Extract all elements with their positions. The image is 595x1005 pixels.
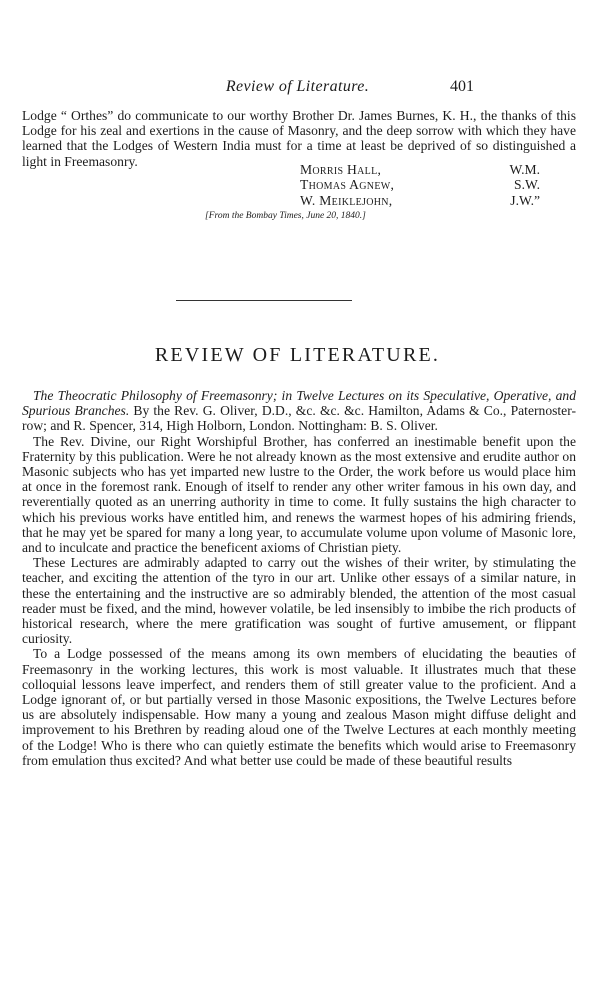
review-paragraph: These Lectures are admirably adapted to carry out the wishes of their writer, by stimulating the teacher, and exciting the attention of the tyro in our art. Unlike other essays of a similar nature, in these the entertaining and the instructive are so admirably blended, the attention of the most casual reader must be fixed, and the mind, however volatile, be led insensibly to imbibe the rich products of historical research, where the mere gratification was sought of furtive amusement, or flippant curiosity. xyxy=(22,555,576,647)
signatory-row xyxy=(300,193,540,208)
section-divider xyxy=(176,300,352,301)
signatory-office: W.M. xyxy=(509,162,540,177)
source-citation: [From the Bombay Times, June 20, 1840.] xyxy=(205,211,366,221)
book-citation xyxy=(22,388,576,434)
section-heading: REVIEW OF LITERATURE. xyxy=(154,344,441,366)
book-title: The Theocratic Philosophy of Freemasonry; in Twelve Lectures on its Speculative, Operative, and Spurious Branches. xyxy=(22,388,576,419)
signatory-row xyxy=(300,162,540,177)
page-number: 401 xyxy=(450,78,474,95)
running-header xyxy=(0,78,595,98)
book-imprint: By the Rev. G. Oliver, D.D., &c. &c. &c. Hamilton, Adams & Co., Paternoster-row; and R. Spencer, 314, High Holborn, London. Nottingham: B. S. Oliver. xyxy=(22,403,576,434)
signatory-name: W. Meiklejohn, xyxy=(300,192,393,208)
letter-closing xyxy=(22,108,576,169)
signatory-office: S.W. xyxy=(514,177,540,193)
signatory-name: Thomas Agnew, xyxy=(300,177,395,193)
review-body xyxy=(22,388,576,768)
signature-block xyxy=(300,162,540,208)
running-title: Review of Literature. xyxy=(225,78,370,95)
letter-closing-paragraph: Lodge “ Orthes” do communicate to our worthy Brother Dr. James Burnes, K. H., the thanks of this Lodge for his zeal and exertions in the cause of Masonry, and the deep sorrow with which they have learned that the Lodges of Western India must for a time at least be deprived of so distinguished a light in Freemasonry. xyxy=(22,108,576,169)
signatory-office: J.W.” xyxy=(510,192,540,208)
signatory-name: Morris Hall, xyxy=(300,162,382,177)
review-paragraph: To a Lodge possessed of the means among its own members of elucidating the beauties of Freemasonry in the working lectures, this work is most valuable. It illustrates much that these colloquial lessons leave imperfect, and renders them of still greater value to the proficient. And a Lodge ignorant of, or but partially versed in those Masonic expositions, the Twelve Lectures before us are absolutely indispensable. How many a young and zealous Mason might diffuse delight and improvement to his Brethren by reading aloud one of the Twelve Lectures at each monthly meeting of the Lodge! Who is there who can quietly estimate the benefits which would arise to Freemasonry from emulation thus excited? And what better use could be made of these beautiful results xyxy=(22,646,576,768)
review-paragraph: The Rev. Divine, our Right Worshipful Brother, has conferred an inestimable benefit upon the Fraternity by this publication. Were he not already known as the most extensive and erudite author on Masonic subjects who has yet imparted new lustre to the Order, the work before us would place him at once in the foremost rank. Enough of itself to render any other writer famous in his own day, and reverentially quoted as an unerring authority in time to come. It fully sustains the high character to which his previous works have entitled him, and renews the warmest hopes of his admiring friends, that he may yet be spared for many a long year, to accumulate volume upon volume of Masonic lore, and to inculcate and practice the beneficent axioms of Christian piety. xyxy=(22,433,576,556)
signatory-row xyxy=(300,177,540,192)
